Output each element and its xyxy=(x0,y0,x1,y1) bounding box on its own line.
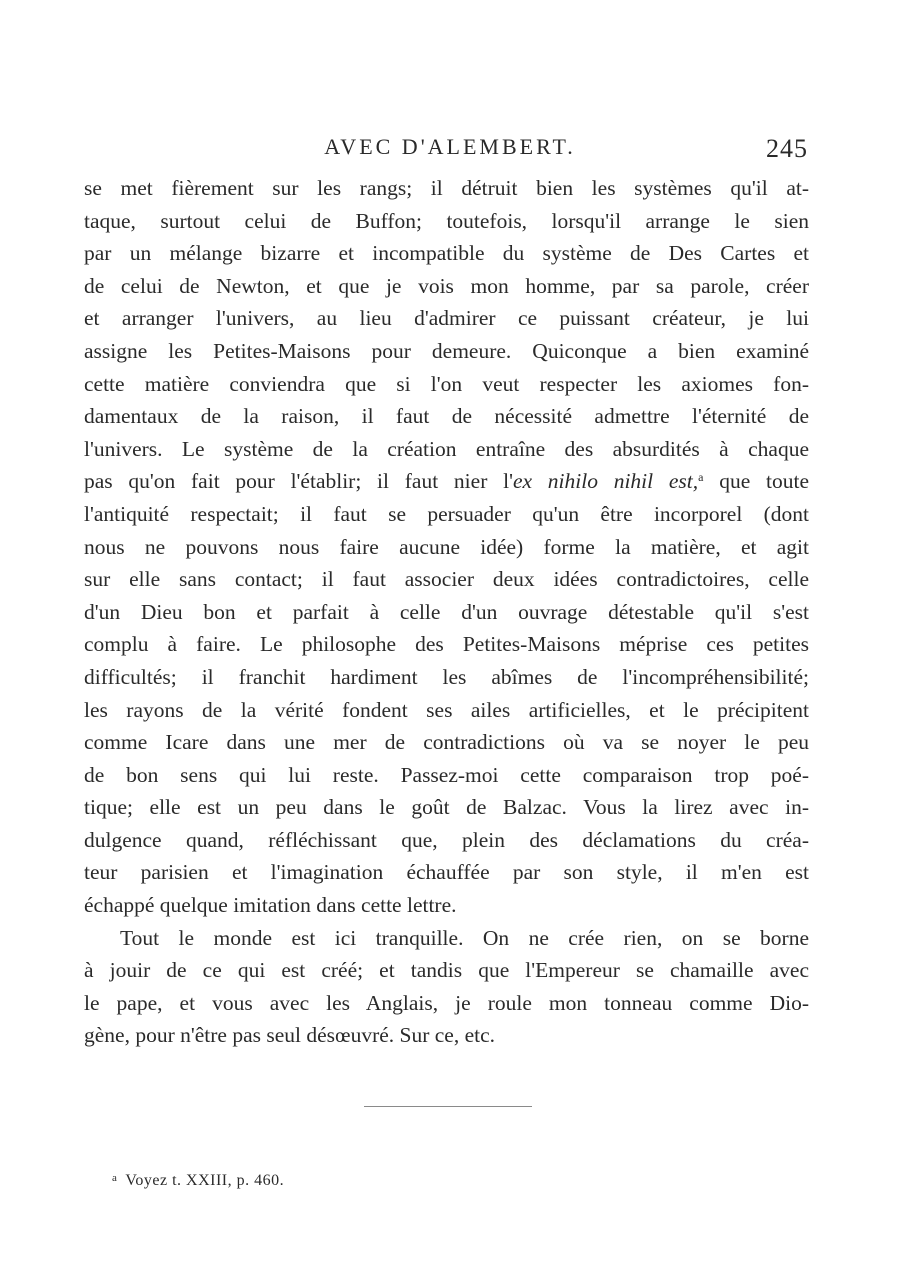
text-line: le pape, et vous avec les Anglais, je roule mon tonneau comme Dio- xyxy=(84,990,809,1015)
text-line: comme Icare dans une mer de contradictions où va se noyer le peu xyxy=(84,730,809,755)
footnote-text: Voyez t. XXIII, p. 460. xyxy=(125,1172,285,1189)
latin-phrase: ex nihilo nihil est, xyxy=(512,469,699,494)
footnote-reference: a xyxy=(698,470,704,485)
text-line: assigne les Petites-Maisons pour demeure. Quiconque a bien examiné xyxy=(84,338,809,363)
text-line: sur elle sans contact; il faut associer deux idées contradictoires, celle xyxy=(84,567,809,592)
text-line: échappé quelque imitation dans cette lettre. xyxy=(84,893,457,918)
text-line: et arranger l'univers, au lieu d'admirer ce puissant créateur, je lui xyxy=(84,306,809,331)
text-line: l'univers. Le système de la création entraîne des absurdités à chaque xyxy=(84,436,809,461)
text-line: taque, surtout celui de Buffon; toutefois, lorsqu'il arrange le sien xyxy=(84,208,809,233)
body-text xyxy=(84,172,809,1052)
text-line: de celui de Newton, et que je vois mon homme, par sa parole, créer xyxy=(84,273,809,298)
text-line: damentaux de la raison, il faut de nécessité admettre l'éternité de xyxy=(84,404,809,429)
text-line: complu à faire. Le philosophe des Petites-Maisons méprise ces petites xyxy=(84,632,809,657)
text-line: l'antiquité respectait; il faut se persuader qu'un être incorporel (dont xyxy=(84,501,809,526)
text-line: difficultés; il franchit hardiment les abîmes de l'incompréhensibilité; xyxy=(84,664,809,689)
text-line: gène, pour n'être pas seul désœuvré. Sur ce, etc. xyxy=(84,1023,496,1048)
text-line: les rayons de la vérité fondent ses ailes artificielles, et le précipitent xyxy=(84,697,809,722)
text-line: teur parisien et l'imagination échauffée par son style, il m'en est xyxy=(84,860,809,885)
text-line-with-note xyxy=(84,465,809,498)
footnote-mark: a xyxy=(112,1172,118,1184)
text-segment: pas qu'on fait pour l'établir; il faut nier l' xyxy=(84,469,513,494)
text-segment: que toute xyxy=(703,469,809,494)
text-line: dulgence quand, réfléchissant que, plein des déclamations du créa- xyxy=(84,827,809,852)
paragraph-first-line: Tout le monde est ici tranquille. On ne crée rien, on se borne xyxy=(120,925,809,950)
text-line: cette matière conviendra que si l'on veut respecter les axiomes fon- xyxy=(84,371,809,396)
footnote xyxy=(112,1172,284,1190)
footnote-separator xyxy=(364,1106,532,1107)
text-line: tique; elle est un peu dans le goût de Balzac. Vous la lirez avec in- xyxy=(84,795,809,820)
text-line: de bon sens qui lui reste. Passez-moi cette comparaison trop poé- xyxy=(84,762,809,787)
running-title: AVEC D'ALEMBERT. xyxy=(324,134,576,159)
text-line: nous ne pouvons nous faire aucune idée) forme la matière, et agit xyxy=(84,534,809,559)
text-line: par un mélange bizarre et incompatible du système de Des Cartes et xyxy=(84,241,809,266)
running-head xyxy=(0,130,900,164)
text-line: à jouir de ce qui est créé; et tandis que l'Empereur se chamaille avec xyxy=(84,958,809,983)
text-line: d'un Dieu bon et parfait à celle d'un ouvrage détestable qu'il s'est xyxy=(84,599,809,624)
text-line: se met fièrement sur les rangs; il détruit bien les systèmes qu'il at- xyxy=(84,176,809,200)
page-number: 245 xyxy=(766,134,808,163)
